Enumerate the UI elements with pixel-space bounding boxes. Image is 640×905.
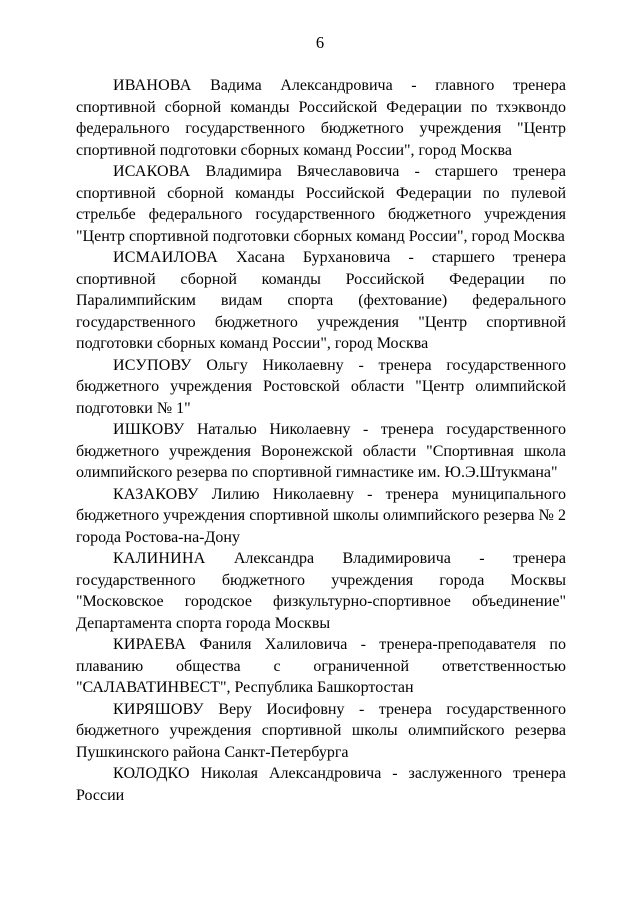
surname: КАЛИНИНА [113, 550, 206, 567]
surname: ИШКОВУ [113, 421, 185, 438]
surname: КОЛОДКО [113, 765, 190, 782]
surname: ИСУПОВУ [113, 356, 192, 374]
list-item [76, 763, 566, 806]
entry-text: Вадима Александровича - главного тренера спортивной сборной команды Российской Федерации по тхэквондо федерального государственного бюджетного учреждения "Центр спортивной подготовки сборных команд России", город Москва [76, 77, 567, 159]
list-item [76, 75, 566, 161]
list-item [76, 634, 566, 699]
list-item [76, 247, 566, 355]
list-item [76, 161, 566, 247]
surname: ИСМАИЛОВА [113, 249, 218, 266]
list-item [76, 355, 566, 420]
entry-text: Наталью Николаевну - тренера государственного бюджетного учреждения Воронежской области "Спортивная школа олимпийского резерва по спортивной гимнастике им. Ю.Э.Штукмана" [76, 421, 567, 481]
entry-text: Александра Владимировича - тренера государственного бюджетного учреждения города Москвы "Московское городское физкультурно-спортивное объединение" Департамента спорта города Москвы [76, 550, 567, 632]
list-item [76, 419, 566, 484]
entry-text: Лилию Николаевну - тренера муниципального бюджетного учреждения спортивной школы олимпийского резерва № 2 города Ростова-на-Дону [76, 485, 567, 546]
surname: КИРАЕВА [113, 636, 187, 653]
entry-text: Николая Александровича - заслуженного тренера России [76, 765, 567, 804]
surname: ИСАКОВА [113, 163, 191, 180]
list-item [76, 484, 566, 549]
page-number: 6 [315, 33, 325, 52]
entry-text: Ольгу Николаевну - тренера государственного бюджетного учреждения Ростовской области "Центр олимпийской подготовки № 1" [76, 356, 567, 417]
list-item [76, 548, 566, 634]
entry-text: Хасана Бурхановича - старшего тренера спортивной сборной команды Российской Федерации по Паралимпийским видам спорта (фехтование) федерального государственного бюджетного учреждения "Центр спортивной подготовки сборных команд России", город Москва [76, 249, 567, 352]
award-list [76, 75, 566, 806]
entry-text: Владимира Вячеславовича - старшего тренера спортивной сборной команды Российской Федерации по пулевой стрельбе федерального государственного бюджетного учреждения "Центр спортивной подготовки сборных команд России", город Москва [76, 163, 566, 245]
list-item [76, 699, 566, 764]
surname: КАЗАКОВУ [113, 485, 199, 503]
entry-text: Фаниля Халиловича - тренера-преподавателя по плаванию общества с ограниченной ответственностью "САЛАВАТИНВЕСТ", Республика Башкортостан [76, 636, 566, 696]
surname: ИВАНОВА [113, 77, 192, 94]
entry-text: Веру Иосифовну - тренера государственного бюджетного учреждения спортивной школы олимпийского резерва Пушкинского района Санкт-Петербурга [76, 700, 567, 761]
surname: КИРЯШОВУ [113, 700, 204, 718]
